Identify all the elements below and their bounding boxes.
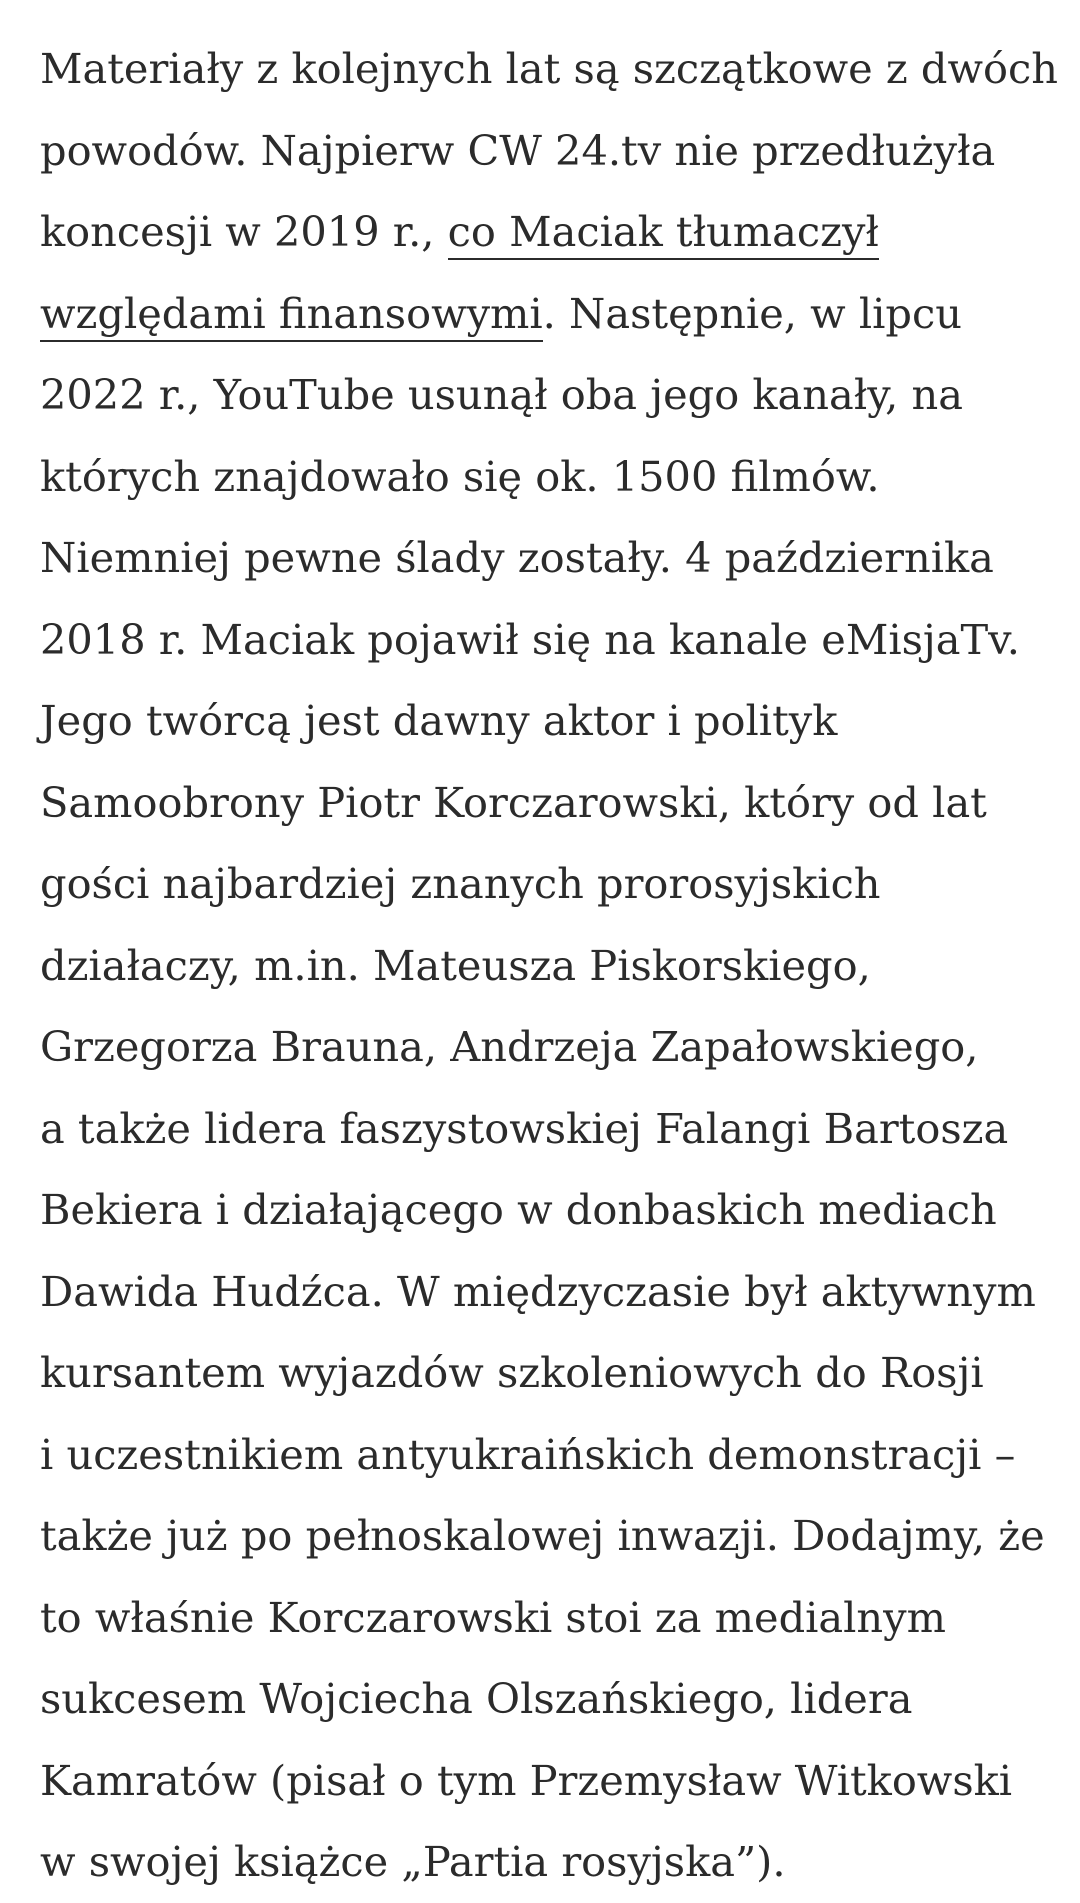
paragraph-text: . Następnie, w lipcu	[542, 288, 962, 338]
paragraph-line: także już po pełnoskalowej inwazji. Dodajmy, że	[40, 1511, 1045, 1560]
paragraph-line	[40, 191, 1050, 273]
paragraph-line: Bekiera i działającego w donbaskich mediach	[40, 1185, 997, 1234]
paragraph-line: działaczy, m.in. Mateusza Piskorskiego,	[40, 940, 871, 990]
paragraph-line: Jego twórcą jest dawny aktor i polityk	[40, 696, 838, 745]
article-link-part-2[interactable]: względami finansowymi	[40, 289, 543, 342]
paragraph-line: to właśnie Korczarowski stoi za medialnym	[40, 1592, 946, 1642]
article-body	[40, 28, 1058, 1903]
paragraph-text: koncesji w 2019 r.,	[40, 207, 448, 256]
paragraph-line: Grzegorza Brauna, Andrzeja Zapałowskiego,	[40, 1022, 979, 1071]
paragraph-line: 2022 r., YouTube usunął oba jego kanały, na	[40, 370, 964, 419]
paragraph-line: Kamratów (pisał o tym Przemysław Witkowski	[40, 1755, 1013, 1805]
paragraph-line: Materiały z kolejnych lat są szczątkowe z dwóch	[40, 44, 1058, 93]
article-link-part-1[interactable]: co Maciak tłumaczył	[448, 207, 879, 260]
paragraph-line: Dawida Hudźca. W międzyczasie był aktywnym	[40, 1266, 1036, 1316]
paragraph-line: Samoobrony Piotr Korczarowski, który od lat	[40, 777, 987, 827]
paragraph-line: których znajdowało się ok. 1500 filmów.	[40, 451, 880, 501]
paragraph-line: i uczestnikiem antyukraińskich demonstracji –	[40, 1429, 1016, 1479]
paragraph-line	[40, 273, 1050, 355]
paragraph-line: sukcesem Wojciecha Olszańskiego, lidera	[40, 1674, 913, 1723]
paragraph-line: a także lidera faszystowskiej Falangi Bartosza	[40, 1103, 1009, 1153]
article-paragraph	[40, 28, 1058, 1903]
paragraph-line: Niemniej pewne ślady zostały. 4 października	[40, 533, 994, 582]
paragraph-line: 2018 r. Maciak pojawił się na kanale eMisjaTv.	[40, 614, 1020, 664]
paragraph-line: w swojej książce „Partia rosyjska”).	[40, 1837, 786, 1886]
paragraph-line: powodów. Najpierw CW 24.tv nie przedłużyła	[40, 125, 996, 175]
paragraph-line: kursantem wyjazdów szkoleniowych do Rosji	[40, 1348, 984, 1397]
paragraph-line: gości najbardziej znanych prorosyjskich	[40, 859, 881, 908]
